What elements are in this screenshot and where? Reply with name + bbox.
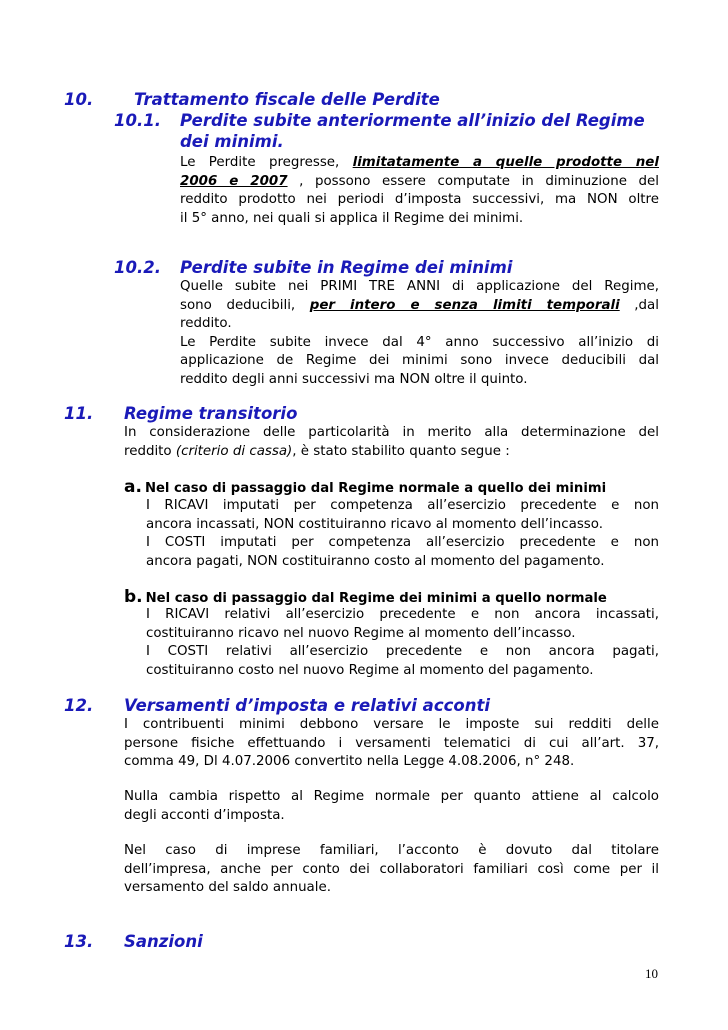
text-line: ancora incassati, NON costituiranno ricavo al momento dell’incasso.	[146, 516, 603, 532]
section-12-number: 12.	[64, 696, 94, 715]
text-line: persone fisiche effettuando i versamenti telematici di cui all’art. 37,	[124, 735, 659, 751]
section-13-title: Sanzioni	[124, 932, 203, 951]
text-italic: (criterio di cassa)	[175, 443, 293, 459]
subsection-a-title: Nel caso di passaggio dal Regime normale a quello dei minimi	[144, 481, 607, 496]
section-10-2-title: Perdite subite in Regime dei minimi	[180, 258, 513, 277]
section-12-title: Versamenti d’imposta e relativi acconti	[124, 696, 491, 715]
text-line: costituiranno costo nel nuovo Regime al momento del pagamento.	[146, 662, 594, 678]
section-12-paragraph-1	[124, 716, 659, 772]
text-line: I RICAVI relativi all’esercizio precedente e non ancora incassati,	[146, 607, 659, 622]
text-line: reddito degli anni successivi ma NON oltre il quinto.	[180, 371, 528, 387]
text-line: costituiranno ricavo nel nuovo Regime al momento dell’incasso.	[146, 625, 576, 641]
subsection-b-title: Nel caso di passaggio dal Regime dei minimi a quello normale	[145, 591, 607, 606]
section-10-1-number: 10.1.	[114, 111, 161, 130]
text-line: Nulla cambia rispetto al Regime normale per quanto attiene al calcolo	[124, 789, 659, 804]
emphasis-underlined-years: 2006 e 2007	[180, 173, 288, 189]
text-line: Nel caso di imprese familiari, l’acconto è dovuto dal titolare	[124, 843, 659, 858]
text-line: degli acconti d’imposta.	[124, 807, 285, 823]
text: , possono essere computate in diminuzione del	[287, 173, 659, 189]
section-11-number: 11.	[64, 404, 94, 423]
section-10-title: Trattamento fiscale delle Perdite	[134, 90, 440, 109]
text-line: applicazione de Regime dei minimi sono invece deducibili dal	[180, 353, 659, 369]
text-line: Le Perdite subite invece dal 4° anno successivo all’inizio di	[180, 334, 659, 350]
text-line: reddito prodotto nei periodi d’imposta successivi, ma NON oltre	[180, 192, 659, 208]
text-line: Quelle subite nei PRIMI TRE ANNI di applicazione del Regime,	[180, 279, 659, 294]
text-line: I COSTI relativi all’esercizio precedente e non ancora pagati,	[146, 644, 659, 660]
text-line: I RICAVI imputati per competenza all’esercizio precedente e non	[146, 498, 659, 513]
page-number: 10	[645, 966, 658, 981]
section-11-paragraph	[124, 424, 659, 461]
section-10-1-title-line2: dei minimi.	[180, 132, 284, 151]
text-line: reddito.	[180, 316, 232, 332]
text-line: comma 49, Dl 4.07.2006 convertito nella Legge 4.08.2006, n° 248.	[124, 754, 575, 770]
text-line: I COSTI imputati per competenza all’esercizio precedente e non	[146, 535, 659, 551]
subsection-a-letter: a.	[124, 477, 142, 497]
text-line: ancora pagati, NON costituiranno costo al momento del pagamento.	[146, 553, 605, 569]
section-12-paragraph-3	[124, 842, 659, 898]
text: sono deducibili,	[180, 297, 310, 313]
text-line: versamento del saldo annuale.	[124, 880, 331, 896]
section-10-1-title-line1: Perdite subite anteriormente all’inizio del Regime	[180, 111, 645, 130]
section-12-paragraph-2	[124, 788, 659, 825]
text: ,dal	[619, 297, 659, 313]
section-10-2-paragraph	[180, 278, 659, 390]
text-line: il 5° anno, nei quali si applica il Regime dei minimi.	[180, 210, 524, 226]
text: reddito	[124, 443, 176, 459]
text: Le Perdite pregresse,	[180, 155, 353, 170]
subsection-b-letter: b.	[124, 587, 143, 607]
section-13-number: 13.	[64, 932, 94, 951]
emphasis-underlined: per intero e senza limiti temporali	[309, 297, 620, 313]
section-11-title: Regime transitorio	[124, 404, 298, 423]
text-line: I contribuenti minimi debbono versare le imposte sui redditi delle	[124, 717, 659, 732]
subsection-b-paragraph	[146, 606, 659, 680]
text-line: dell’impresa, anche per conto dei collaboratori familiari così come per il	[124, 861, 659, 877]
subsection-a-paragraph	[146, 497, 659, 571]
subsection-a-heading	[124, 478, 606, 498]
text: , è stato stabilito quanto segue :	[292, 443, 510, 459]
text-line: In considerazione delle particolarità in merito alla determinazione del	[124, 425, 659, 440]
subsection-b-heading	[124, 588, 607, 608]
section-10-2-number: 10.2.	[114, 258, 161, 277]
section-10-1-paragraph	[180, 154, 659, 228]
emphasis-underlined: limitatamente a quelle prodotte nel	[352, 155, 659, 170]
section-10-number: 10.	[64, 90, 94, 109]
